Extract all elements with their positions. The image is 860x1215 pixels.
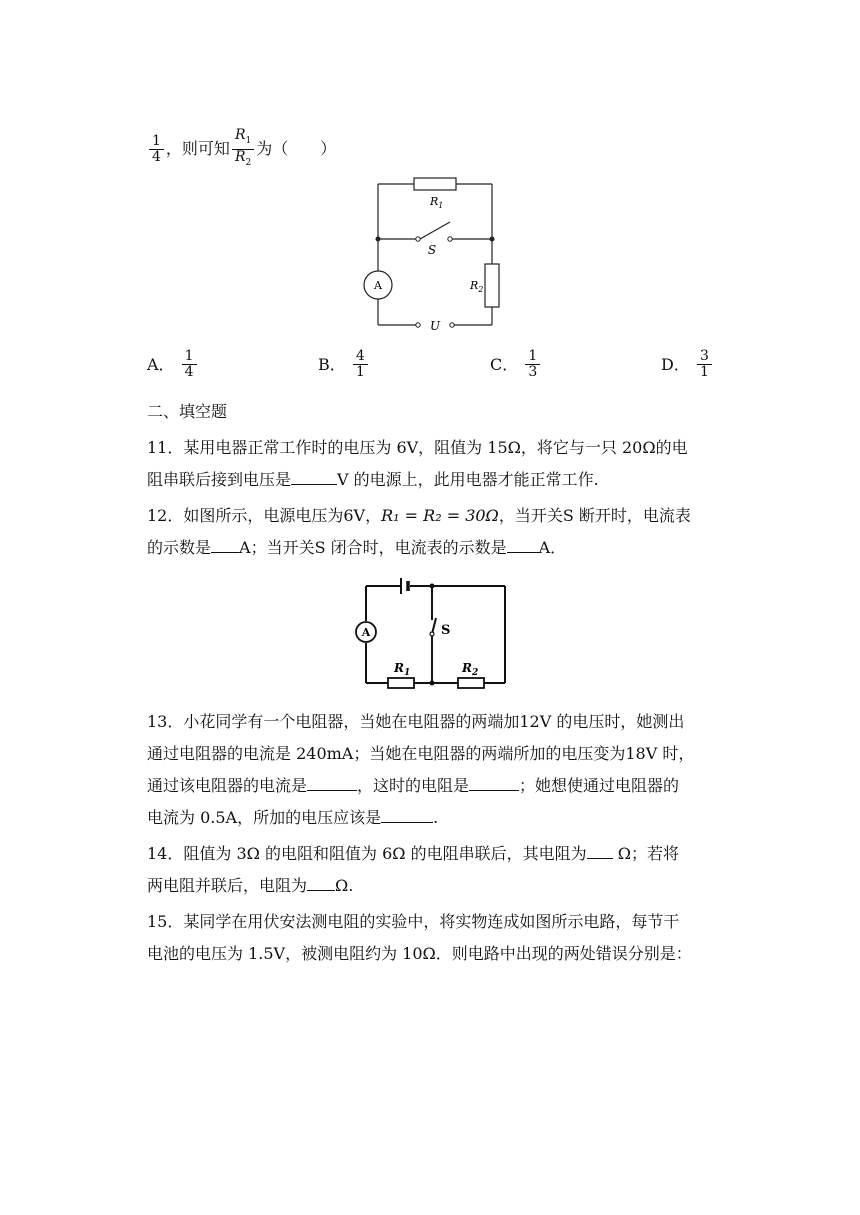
q15-line-1: 15．某同学在用伏安法测电阻的实验中，将实物连成如图所示电路，每节干	[147, 912, 680, 931]
label-voltage: U	[429, 319, 441, 333]
lead-fraction: $\frac{1}{4}$	[149, 134, 164, 165]
q11-line-1: 11．某用电器正常工作时的电压为 6V，阻值为 15Ω，将它与一只 20Ω的电	[147, 438, 688, 457]
q14-line-1: 14．阻值为 3Ω 的电阻和阻值为 6Ω 的电阻串联后，其电阻为 Ω；若将	[147, 844, 679, 863]
q15-line-2: 电池的电压为 1.5V，被测电阻约为 10Ω．则电路中出现的两处错误分别是：	[147, 944, 692, 963]
q13-blank-1[interactable]	[307, 774, 357, 791]
terminal-right	[450, 323, 454, 327]
q13-line-2: 通过电阻器的电流是 240mA；当她在电阻器的两端所加的电压变为18V 时，	[147, 744, 695, 763]
label-switch: S	[441, 623, 451, 638]
q12-line-1: 12．如图所示，电源电压为6V，R₁ = R₂ = 30Ω，当开关S 断开时，电流表	[147, 506, 691, 525]
label-r1: $R_1$	[394, 661, 411, 678]
q13-blank-3[interactable]	[381, 806, 433, 823]
q13-line-3: 通过该电阻器的电流是 ，这时的电阻是 ；她想使通过电阻器的	[147, 776, 680, 795]
q13-blank-2[interactable]	[469, 774, 519, 791]
label-r2: $R_2$	[470, 279, 484, 294]
label-r2: $R_2$	[462, 661, 479, 678]
resistor-r2	[458, 678, 484, 688]
q11-line-2: 阻串联后接到电压是 V 的电源上，此用电器才能正常工作.	[147, 470, 599, 489]
resistor-r1	[414, 178, 456, 190]
prev-question-line: $\frac{1}{4}$ ，则可知 $\frac{R_1}{R_2}$ 为（ ）	[147, 128, 336, 171]
circuit-diagram-2	[348, 572, 518, 697]
option-d[interactable]: D． $\frac{3}{1}$	[661, 349, 714, 380]
label-r1: $R_1$	[430, 195, 444, 210]
q12-line-2: 的示数是 A；当开关S 闭合时，电流表的示数是 A．	[147, 538, 567, 557]
option-a[interactable]: A． $\frac{1}{4}$	[147, 349, 199, 380]
q12-blank-1[interactable]	[211, 536, 239, 553]
terminal-left	[416, 323, 420, 327]
q13-line-1: 13．小花同学有一个电阻器，当她在电阻器的两端加12V 的电压时，她测出	[147, 712, 685, 731]
q14-line-2: 两电阻并联后，电阻为 Ω.	[147, 876, 354, 895]
label-switch: S	[427, 243, 437, 257]
q11-blank[interactable]	[291, 468, 337, 485]
label-ammeter: A	[361, 626, 371, 639]
circuit-diagram-1	[350, 170, 520, 340]
label-ammeter: A	[374, 279, 382, 292]
q12-blank-2[interactable]	[507, 536, 539, 553]
section-title: 二、填空题	[147, 402, 228, 421]
q14-blank-1[interactable]	[587, 842, 613, 859]
option-c[interactable]: C． $\frac{1}{3}$	[490, 349, 542, 380]
ratio-fraction: $\frac{R_1}{R_2}$	[232, 128, 254, 171]
resistor-r1	[388, 678, 414, 688]
option-b[interactable]: B． $\frac{4}{1}$	[318, 349, 370, 380]
q13-line-4: 电流为 0.5A，所加的电压应该是 .	[147, 808, 439, 827]
resistor-r2	[485, 264, 499, 307]
q12-formula: R₁ = R₂ = 30Ω	[381, 506, 499, 525]
q14-blank-2[interactable]	[307, 874, 335, 891]
